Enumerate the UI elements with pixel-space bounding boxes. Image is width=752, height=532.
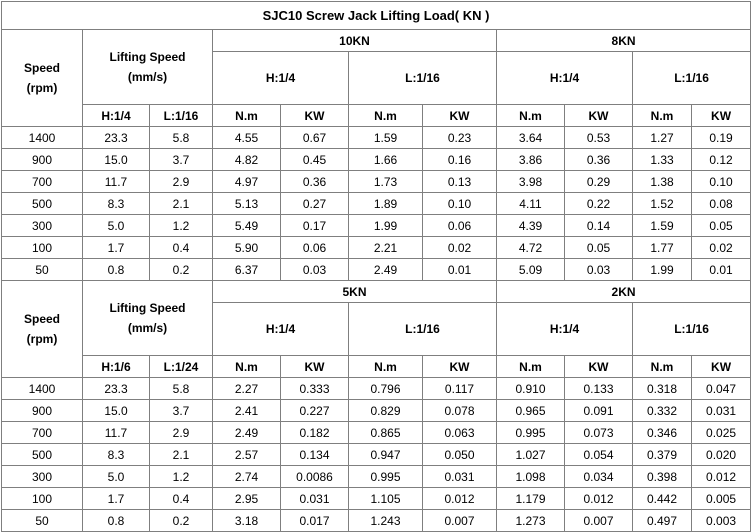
value-cell: 0.2 xyxy=(150,259,213,281)
value-cell: 3.18 xyxy=(213,510,281,532)
value-cell: 5.0 xyxy=(83,215,150,237)
value-cell: 0.4 xyxy=(150,237,213,259)
value-cell: 0.133 xyxy=(565,378,633,400)
value-cell: 0.398 xyxy=(633,466,692,488)
ratio-l-header-a: L:1/16 xyxy=(349,52,497,105)
value-cell: 0.05 xyxy=(692,215,751,237)
lifting-speed-header-line-2: (mm/s) xyxy=(127,321,168,335)
unit-header: N.m xyxy=(633,105,692,127)
value-cell: 3.98 xyxy=(497,171,565,193)
unit-header: N.m xyxy=(633,356,692,378)
ratio-l-header-b: L:1/16 xyxy=(633,52,751,105)
value-cell: 3.64 xyxy=(497,127,565,149)
value-cell: 2.95 xyxy=(213,488,281,510)
value-cell: 1.89 xyxy=(349,193,423,215)
value-cell: 0.054 xyxy=(565,444,633,466)
table-row xyxy=(2,149,751,171)
table-row xyxy=(2,378,751,400)
speed-cell: 100 xyxy=(2,237,83,259)
value-cell: 0.08 xyxy=(692,193,751,215)
table-row xyxy=(2,171,751,193)
table-row xyxy=(2,215,751,237)
value-cell: 0.995 xyxy=(497,422,565,444)
value-cell: 0.078 xyxy=(423,400,497,422)
value-cell: 5.0 xyxy=(83,466,150,488)
unit-header-row xyxy=(2,105,751,127)
table-row xyxy=(2,193,751,215)
value-cell: 0.06 xyxy=(281,237,349,259)
value-cell: 1.77 xyxy=(633,237,692,259)
value-cell: 2.49 xyxy=(213,422,281,444)
speed-cell: 900 xyxy=(2,400,83,422)
value-cell: 2.21 xyxy=(349,237,423,259)
value-cell: 0.06 xyxy=(423,215,497,237)
value-cell: 0.091 xyxy=(565,400,633,422)
value-cell: 0.379 xyxy=(633,444,692,466)
value-cell: 0.02 xyxy=(692,237,751,259)
lifting-speed-header-line-1: Lifting Speed xyxy=(109,301,186,315)
value-cell: 2.57 xyxy=(213,444,281,466)
value-cell: 0.14 xyxy=(565,215,633,237)
value-cell: 0.05 xyxy=(565,237,633,259)
value-cell: 0.8 xyxy=(83,510,150,532)
value-cell: 0.03 xyxy=(565,259,633,281)
unit-header: N.m xyxy=(213,356,281,378)
speed-cell: 500 xyxy=(2,444,83,466)
value-cell: 0.134 xyxy=(281,444,349,466)
table-row xyxy=(2,444,751,466)
value-cell: 11.7 xyxy=(83,422,150,444)
value-cell: 2.9 xyxy=(150,171,213,193)
value-cell: 5.09 xyxy=(497,259,565,281)
section-header-row xyxy=(2,281,751,303)
value-cell: 15.0 xyxy=(83,149,150,171)
value-cell: 2.9 xyxy=(150,422,213,444)
unit-header: KW xyxy=(423,356,497,378)
unit-header: N.m xyxy=(497,356,565,378)
value-cell: 0.007 xyxy=(565,510,633,532)
unit-header-row xyxy=(2,356,751,378)
value-cell: 5.13 xyxy=(213,193,281,215)
value-cell: 0.865 xyxy=(349,422,423,444)
load-header-a: 10KN xyxy=(213,30,497,52)
unit-header: L:1/16 xyxy=(150,105,213,127)
unit-header: KW xyxy=(281,356,349,378)
table-row xyxy=(2,127,751,149)
value-cell: 1.105 xyxy=(349,488,423,510)
value-cell: 0.01 xyxy=(692,259,751,281)
value-cell: 3.7 xyxy=(150,149,213,171)
value-cell: 1.2 xyxy=(150,466,213,488)
value-cell: 0.67 xyxy=(281,127,349,149)
speed-cell: 300 xyxy=(2,466,83,488)
value-cell: 5.8 xyxy=(150,127,213,149)
ratio-h-header-a: H:1/4 xyxy=(213,52,349,105)
value-cell: 1.38 xyxy=(633,171,692,193)
value-cell: 0.13 xyxy=(423,171,497,193)
value-cell: 1.098 xyxy=(497,466,565,488)
value-cell: 0.497 xyxy=(633,510,692,532)
value-cell: 0.10 xyxy=(423,193,497,215)
value-cell: 0.047 xyxy=(692,378,751,400)
unit-header: H:1/6 xyxy=(83,356,150,378)
value-cell: 0.29 xyxy=(565,171,633,193)
value-cell: 4.97 xyxy=(213,171,281,193)
value-cell: 0.829 xyxy=(349,400,423,422)
unit-header: KW xyxy=(565,105,633,127)
speed-cell: 50 xyxy=(2,259,83,281)
value-cell: 1.7 xyxy=(83,488,150,510)
value-cell: 3.86 xyxy=(497,149,565,171)
value-cell: 1.59 xyxy=(633,215,692,237)
section-header-row xyxy=(2,30,751,52)
unit-header: N.m xyxy=(349,356,423,378)
value-cell: 0.16 xyxy=(423,149,497,171)
value-cell: 0.182 xyxy=(281,422,349,444)
unit-header: H:1/4 xyxy=(83,105,150,127)
value-cell: 0.442 xyxy=(633,488,692,510)
speed-cell: 1400 xyxy=(2,378,83,400)
table-row xyxy=(2,400,751,422)
value-cell: 0.012 xyxy=(692,466,751,488)
value-cell: 2.1 xyxy=(150,193,213,215)
value-cell: 23.3 xyxy=(83,378,150,400)
value-cell: 0.050 xyxy=(423,444,497,466)
value-cell: 23.3 xyxy=(83,127,150,149)
value-cell: 0.12 xyxy=(692,149,751,171)
speed-header-line-1: Speed xyxy=(23,312,60,326)
value-cell: 0.031 xyxy=(281,488,349,510)
table-row xyxy=(2,488,751,510)
table-title: SJC10 Screw Jack Lifting Load( KN ) xyxy=(2,2,751,30)
unit-header: N.m xyxy=(497,105,565,127)
value-cell: 0.031 xyxy=(423,466,497,488)
unit-header: N.m xyxy=(213,105,281,127)
value-cell: 0.003 xyxy=(692,510,751,532)
unit-header: KW xyxy=(423,105,497,127)
table-row xyxy=(2,237,751,259)
value-cell: 1.99 xyxy=(349,215,423,237)
value-cell: 1.7 xyxy=(83,237,150,259)
value-cell: 0.910 xyxy=(497,378,565,400)
value-cell: 0.117 xyxy=(423,378,497,400)
unit-header: KW xyxy=(281,105,349,127)
speed-cell: 700 xyxy=(2,422,83,444)
value-cell: 4.55 xyxy=(213,127,281,149)
speed-cell: 700 xyxy=(2,171,83,193)
value-cell: 0.01 xyxy=(423,259,497,281)
value-cell: 4.82 xyxy=(213,149,281,171)
speed-cell: 900 xyxy=(2,149,83,171)
value-cell: 0.965 xyxy=(497,400,565,422)
value-cell: 0.45 xyxy=(281,149,349,171)
table-row xyxy=(2,466,751,488)
value-cell: 1.243 xyxy=(349,510,423,532)
value-cell: 15.0 xyxy=(83,400,150,422)
lifting-speed-header xyxy=(83,30,213,105)
value-cell: 0.332 xyxy=(633,400,692,422)
value-cell: 0.0086 xyxy=(281,466,349,488)
value-cell: 0.025 xyxy=(692,422,751,444)
value-cell: 0.10 xyxy=(692,171,751,193)
value-cell: 4.11 xyxy=(497,193,565,215)
value-cell: 0.063 xyxy=(423,422,497,444)
unit-header: KW xyxy=(692,105,751,127)
value-cell: 0.020 xyxy=(692,444,751,466)
value-cell: 0.005 xyxy=(692,488,751,510)
value-cell: 0.995 xyxy=(349,466,423,488)
value-cell: 1.66 xyxy=(349,149,423,171)
value-cell: 0.034 xyxy=(565,466,633,488)
unit-header: L:1/24 xyxy=(150,356,213,378)
value-cell: 0.012 xyxy=(565,488,633,510)
value-cell: 0.22 xyxy=(565,193,633,215)
speed-header xyxy=(2,30,83,127)
value-cell: 2.1 xyxy=(150,444,213,466)
value-cell: 0.318 xyxy=(633,378,692,400)
table-row xyxy=(2,422,751,444)
value-cell: 2.27 xyxy=(213,378,281,400)
value-cell: 2.41 xyxy=(213,400,281,422)
speed-cell: 500 xyxy=(2,193,83,215)
value-cell: 4.72 xyxy=(497,237,565,259)
value-cell: 0.017 xyxy=(281,510,349,532)
value-cell: 1.179 xyxy=(497,488,565,510)
value-cell: 0.02 xyxy=(423,237,497,259)
lifting-speed-header-line-1: Lifting Speed xyxy=(109,50,186,64)
value-cell: 5.90 xyxy=(213,237,281,259)
speed-header-line-2: (rpm) xyxy=(26,81,58,95)
speed-cell: 1400 xyxy=(2,127,83,149)
value-cell: 0.227 xyxy=(281,400,349,422)
speed-cell: 300 xyxy=(2,215,83,237)
speed-header xyxy=(2,281,83,378)
value-cell: 0.012 xyxy=(423,488,497,510)
value-cell: 0.346 xyxy=(633,422,692,444)
speed-cell: 100 xyxy=(2,488,83,510)
value-cell: 0.007 xyxy=(423,510,497,532)
ratio-h-header-a: H:1/4 xyxy=(213,303,349,356)
ratio-l-header-a: L:1/16 xyxy=(349,303,497,356)
value-cell: 1.99 xyxy=(633,259,692,281)
value-cell: 1.2 xyxy=(150,215,213,237)
value-cell: 1.273 xyxy=(497,510,565,532)
value-cell: 2.49 xyxy=(349,259,423,281)
load-header-b: 8KN xyxy=(497,30,751,52)
speed-header-line-2: (rpm) xyxy=(26,332,58,346)
value-cell: 8.3 xyxy=(83,193,150,215)
value-cell: 0.27 xyxy=(281,193,349,215)
value-cell: 0.19 xyxy=(692,127,751,149)
value-cell: 8.3 xyxy=(83,444,150,466)
table-row xyxy=(2,259,751,281)
value-cell: 0.073 xyxy=(565,422,633,444)
load-header-a: 5KN xyxy=(213,281,497,303)
ratio-h-header-b: H:1/4 xyxy=(497,303,633,356)
value-cell: 0.53 xyxy=(565,127,633,149)
unit-header: KW xyxy=(565,356,633,378)
value-cell: 5.49 xyxy=(213,215,281,237)
ratio-l-header-b: L:1/16 xyxy=(633,303,751,356)
unit-header: N.m xyxy=(349,105,423,127)
value-cell: 3.7 xyxy=(150,400,213,422)
value-cell: 1.73 xyxy=(349,171,423,193)
value-cell: 1.59 xyxy=(349,127,423,149)
value-cell: 0.4 xyxy=(150,488,213,510)
value-cell: 0.36 xyxy=(565,149,633,171)
value-cell: 1.027 xyxy=(497,444,565,466)
value-cell: 11.7 xyxy=(83,171,150,193)
value-cell: 0.947 xyxy=(349,444,423,466)
value-cell: 2.74 xyxy=(213,466,281,488)
value-cell: 0.03 xyxy=(281,259,349,281)
value-cell: 0.17 xyxy=(281,215,349,237)
value-cell: 0.8 xyxy=(83,259,150,281)
unit-header: KW xyxy=(692,356,751,378)
load-header-b: 2KN xyxy=(497,281,751,303)
value-cell: 1.33 xyxy=(633,149,692,171)
lifting-load-table xyxy=(1,1,751,532)
value-cell: 0.2 xyxy=(150,510,213,532)
value-cell: 0.23 xyxy=(423,127,497,149)
value-cell: 0.796 xyxy=(349,378,423,400)
value-cell: 1.27 xyxy=(633,127,692,149)
value-cell: 0.36 xyxy=(281,171,349,193)
value-cell: 0.031 xyxy=(692,400,751,422)
value-cell: 6.37 xyxy=(213,259,281,281)
lifting-speed-header-line-2: (mm/s) xyxy=(127,70,168,84)
speed-header-line-1: Speed xyxy=(23,61,60,75)
ratio-h-header-b: H:1/4 xyxy=(497,52,633,105)
lifting-speed-header xyxy=(83,281,213,356)
value-cell: 4.39 xyxy=(497,215,565,237)
value-cell: 5.8 xyxy=(150,378,213,400)
speed-cell: 50 xyxy=(2,510,83,532)
value-cell: 0.333 xyxy=(281,378,349,400)
value-cell: 1.52 xyxy=(633,193,692,215)
